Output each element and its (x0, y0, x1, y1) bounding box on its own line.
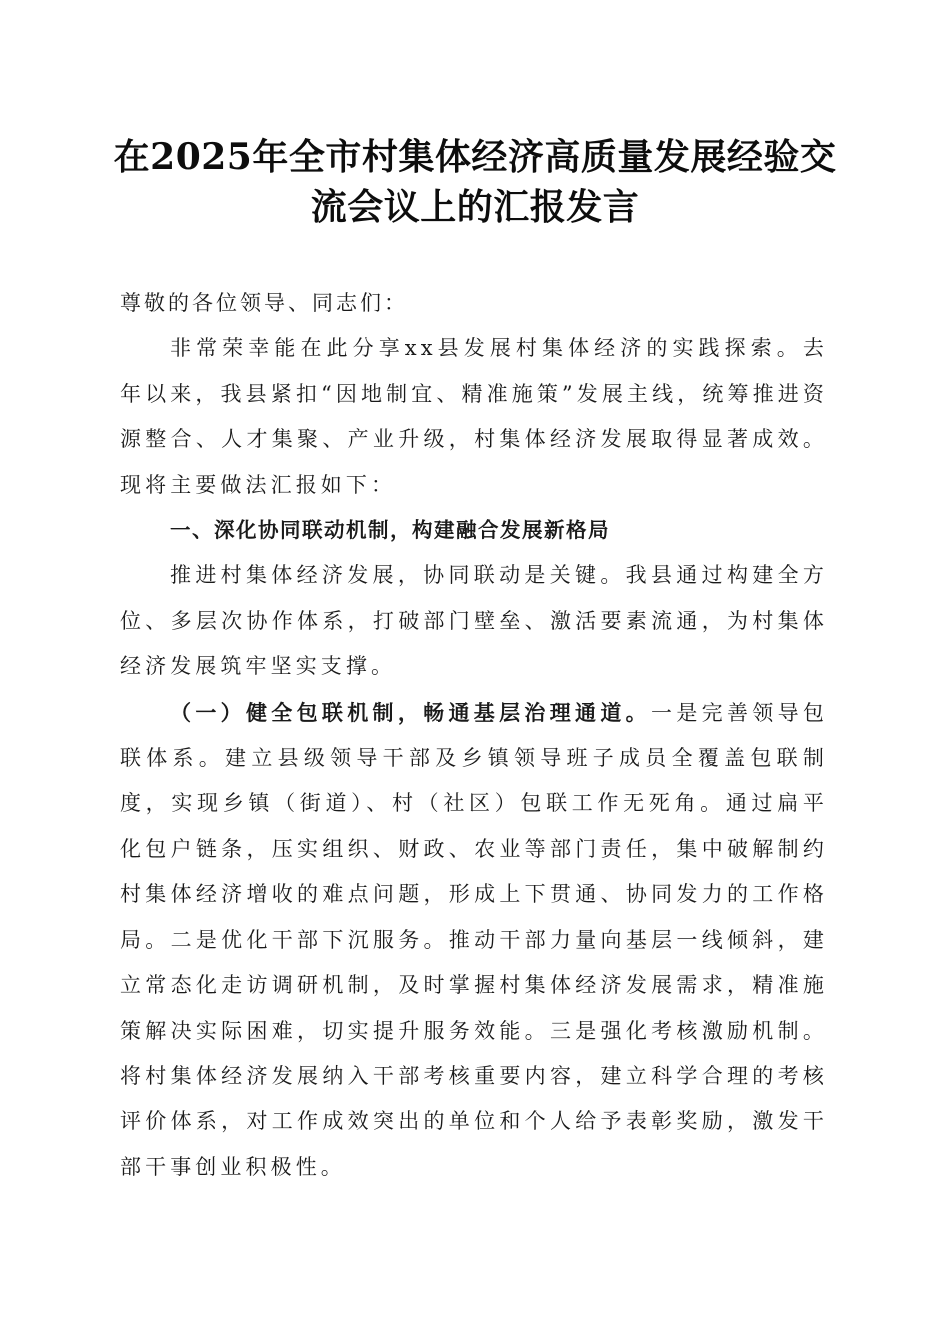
section-1-paragraph: 推进村集体经济发展，协同联动是关键。我县通过构建全方位、多层次协作体系，打破部门壁垒、激活要素流通，为村集体经济发展筑牢坚实支撑。 (120, 563, 828, 679)
title-line-2: 流会议上的汇报发言 (310, 186, 640, 228)
subsection-1-text: 一是完善领导包联体系。建立县级领导干部及乡镇领导班子成员全覆盖包联制度，实现乡镇（街道）、村（社区）包联工作无死角。通过扁平化包户链条，压实组织、财政、农业等部门责任，集中破解制约村集体经济增收的难点问题，形成上下贯通、协同发力的工作格局。二是优化干部下沉服务。推动干部力量向基层一线倾斜，建立常态化走访调研机制，及时掌握村集体经济发展需求，精准施策解决实际困难，切实提升服务效能。三是强化考核激励机制。将村集体经济发展纳入干部考核重要内容，建立科学合理的考核评价体系，对工作成效突出的单位和个人给予表彰奖励，激发干部干事创业积极性。 (120, 700, 828, 1179)
title-line-1: 在2025年全市村集体经济高质量发展经验交 (113, 136, 837, 178)
section-1-heading: 一、深化协同联动机制，构建融合发展新格局 (170, 518, 610, 543)
subsection-1-paragraph (120, 690, 828, 1190)
document-body (120, 281, 828, 1190)
intro-paragraph: 非常荣幸能在此分享xx县发展村集体经济的实践探索。去年以来，我县紧扣“因地制宜、精准施策”发展主线，统筹推进资源整合、人才集聚、产业升级，村集体经济发展取得显著成效。现将主要做法汇报如下： (120, 336, 828, 497)
subsection-1-heading: （一）健全包联机制，畅通基层治理通道。 (170, 699, 651, 725)
greeting: 尊敬的各位领导、同志们： (120, 291, 408, 315)
document-title (90, 132, 860, 232)
